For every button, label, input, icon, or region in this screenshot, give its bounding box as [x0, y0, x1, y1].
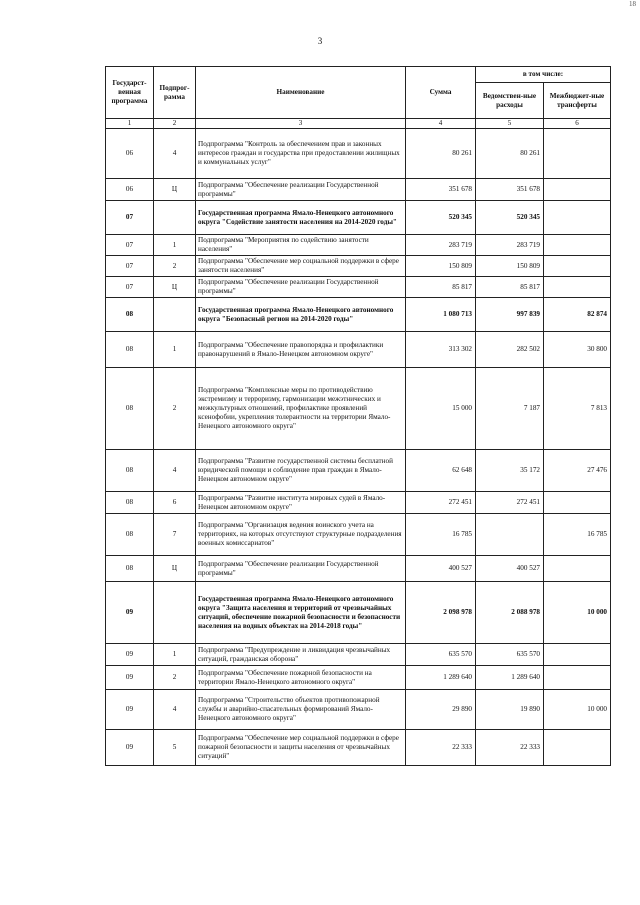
program-code-cell: 07	[106, 256, 154, 277]
sum-cell: 283 719	[406, 235, 476, 256]
interbudget-cell	[544, 129, 611, 179]
interbudget-cell: 27 476	[544, 450, 611, 492]
subprogram-code-cell: Ц	[154, 179, 196, 201]
name-cell: Государственная программа Ямало-Ненецкого автономного округа "Содействие занятости населения на 2014-2020 годы"	[196, 201, 406, 235]
table-row	[106, 514, 611, 556]
header-name: Наименование	[196, 67, 406, 119]
table-row	[106, 201, 611, 235]
interbudget-cell: 16 785	[544, 514, 611, 556]
corner-mark: 18	[629, 0, 636, 8]
subprogram-code-cell	[154, 298, 196, 332]
sum-cell: 2 098 978	[406, 582, 476, 644]
subprogram-code-cell: 1	[154, 644, 196, 666]
interbudget-cell	[544, 277, 611, 298]
col-number: 6	[544, 119, 611, 129]
subprogram-code-cell: Ц	[154, 556, 196, 582]
header-gp: Государст-венная программа	[106, 67, 154, 119]
name-cell: Подпрограмма "Развитие государственной системы бесплатной юридической помощи и соблюдение прав граждан в Ямало-Ненецком автономном округе"	[196, 450, 406, 492]
subprogram-code-cell: 6	[154, 492, 196, 514]
header-pp: Подпрог-рамма	[154, 67, 196, 119]
sum-cell: 80 261	[406, 129, 476, 179]
program-code-cell: 09	[106, 666, 154, 690]
departmental-cell: 1 289 640	[476, 666, 544, 690]
interbudget-cell	[544, 644, 611, 666]
departmental-cell	[476, 514, 544, 556]
table-row	[106, 298, 611, 332]
subprogram-code-cell: 1	[154, 332, 196, 368]
interbudget-cell: 30 800	[544, 332, 611, 368]
subprogram-code-cell: 5	[154, 730, 196, 766]
table-row	[106, 556, 611, 582]
name-cell: Подпрограмма "Обеспечение правопорядка и профилактики правонарушений в Ямало-Ненецком автономном округе"	[196, 332, 406, 368]
departmental-cell: 520 345	[476, 201, 544, 235]
subprogram-code-cell: 4	[154, 129, 196, 179]
program-code-cell: 08	[106, 332, 154, 368]
col-number: 1	[106, 119, 154, 129]
table-row	[106, 450, 611, 492]
table-row	[106, 179, 611, 201]
subprogram-code-cell	[154, 201, 196, 235]
name-cell: Подпрограмма "Предупреждение и ликвидация чрезвычайных ситуаций, гражданская оборона"	[196, 644, 406, 666]
departmental-cell: 85 817	[476, 277, 544, 298]
program-code-cell: 08	[106, 450, 154, 492]
program-code-cell: 09	[106, 730, 154, 766]
name-cell: Подпрограмма "Обеспечение реализации Государственной программы"	[196, 179, 406, 201]
sum-cell: 29 890	[406, 690, 476, 730]
program-code-cell: 09	[106, 644, 154, 666]
column-number-row	[106, 119, 611, 129]
interbudget-cell	[544, 556, 611, 582]
name-cell: Подпрограмма "Обеспечение реализации Государственной программы"	[196, 277, 406, 298]
name-cell: Подпрограмма "Обеспечение мер социальной поддержки в сфере пожарной безопасности и защиты населения от чрезвычайных ситуаций"	[196, 730, 406, 766]
program-code-cell: 08	[106, 298, 154, 332]
name-cell: Подпрограмма "Обеспечение пожарной безопасности на территории Ямало-Ненецкого автономного округа"	[196, 666, 406, 690]
interbudget-cell	[544, 179, 611, 201]
sum-cell: 150 809	[406, 256, 476, 277]
name-cell: Подпрограмма "Обеспечение реализации Государственной программы"	[196, 556, 406, 582]
subprogram-code-cell: 2	[154, 256, 196, 277]
interbudget-cell: 82 874	[544, 298, 611, 332]
name-cell: Подпрограмма "Организация ведения воинского учета на территориях, на которых отсутствуют структурные подразделения военных комиссариатов"	[196, 514, 406, 556]
departmental-cell: 635 570	[476, 644, 544, 666]
table-row	[106, 256, 611, 277]
sum-cell: 1 289 640	[406, 666, 476, 690]
table-row	[106, 582, 611, 644]
table-row	[106, 666, 611, 690]
interbudget-cell: 10 000	[544, 582, 611, 644]
departmental-cell: 22 333	[476, 730, 544, 766]
interbudget-cell	[544, 235, 611, 256]
col-number: 2	[154, 119, 196, 129]
sum-cell: 313 302	[406, 332, 476, 368]
program-code-cell: 07	[106, 201, 154, 235]
subprogram-code-cell	[154, 582, 196, 644]
sum-cell: 351 678	[406, 179, 476, 201]
sum-cell: 16 785	[406, 514, 476, 556]
name-cell: Подпрограмма "Контроль за обеспечением прав и законных интересов граждан и государства при предоставлении жилищных и коммунальных услуг"	[196, 129, 406, 179]
program-code-cell: 08	[106, 368, 154, 450]
departmental-cell: 997 839	[476, 298, 544, 332]
interbudget-cell	[544, 666, 611, 690]
header-departmental: Ведомствен-ные расходы	[476, 83, 544, 119]
interbudget-cell: 10 000	[544, 690, 611, 730]
table-row	[106, 129, 611, 179]
program-code-cell: 06	[106, 129, 154, 179]
table-row	[106, 492, 611, 514]
interbudget-cell: 7 813	[544, 368, 611, 450]
page-number: 3	[317, 36, 323, 46]
sum-cell: 85 817	[406, 277, 476, 298]
subprogram-code-cell: 4	[154, 690, 196, 730]
name-cell: Подпрограмма "Мероприятия по содействию занятости населения"	[196, 235, 406, 256]
sum-cell: 400 527	[406, 556, 476, 582]
interbudget-cell	[544, 730, 611, 766]
table-row	[106, 235, 611, 256]
departmental-cell: 150 809	[476, 256, 544, 277]
sum-cell: 520 345	[406, 201, 476, 235]
departmental-cell: 351 678	[476, 179, 544, 201]
departmental-cell: 80 261	[476, 129, 544, 179]
departmental-cell: 19 890	[476, 690, 544, 730]
subprogram-code-cell: 7	[154, 514, 196, 556]
col-number: 5	[476, 119, 544, 129]
name-cell: Подпрограмма "Строительство объектов противопожарной службы и аварийно-спасательных формирований Ямало-Ненецкого автономного округа"	[196, 690, 406, 730]
departmental-cell: 272 451	[476, 492, 544, 514]
header-including: в том числе:	[476, 67, 611, 83]
sum-cell: 62 648	[406, 450, 476, 492]
program-code-cell: 08	[106, 556, 154, 582]
name-cell: Подпрограмма "Комплексные меры по противодействию экстремизму и терроризму, гармонизации межэтнических и межкультурных отношений, профилактике проявлений ксенофобии, укрепления толерантности на территории Ямало-Ненецкого автономного округа"	[196, 368, 406, 450]
name-cell: Государственная программа Ямало-Ненецкого автономного округа "Защита населения и территорий от чрезвычайных ситуаций, обеспечение пожарной безопасности и безопасности населения на водных объектах на 2014-2018 годы"	[196, 582, 406, 644]
departmental-cell: 35 172	[476, 450, 544, 492]
subprogram-code-cell: Ц	[154, 277, 196, 298]
table-row	[106, 277, 611, 298]
table-row	[106, 644, 611, 666]
table-row	[106, 368, 611, 450]
sum-cell: 1 080 713	[406, 298, 476, 332]
subprogram-code-cell: 2	[154, 368, 196, 450]
subprogram-code-cell: 2	[154, 666, 196, 690]
budget-table	[105, 66, 611, 766]
departmental-cell: 2 088 978	[476, 582, 544, 644]
program-code-cell: 09	[106, 690, 154, 730]
col-number: 4	[406, 119, 476, 129]
program-code-cell: 08	[106, 514, 154, 556]
program-code-cell: 07	[106, 277, 154, 298]
table-row	[106, 730, 611, 766]
sum-cell: 272 451	[406, 492, 476, 514]
interbudget-cell	[544, 201, 611, 235]
departmental-cell: 7 187	[476, 368, 544, 450]
table-row	[106, 690, 611, 730]
program-code-cell: 06	[106, 179, 154, 201]
header-interbudget: Межбюджет-ные трансферты	[544, 83, 611, 119]
table-row	[106, 332, 611, 368]
interbudget-cell	[544, 492, 611, 514]
sum-cell: 15 000	[406, 368, 476, 450]
subprogram-code-cell: 1	[154, 235, 196, 256]
program-code-cell: 08	[106, 492, 154, 514]
name-cell: Подпрограмма "Развитие института мировых судей в Ямало-Ненецком автономном округе"	[196, 492, 406, 514]
name-cell: Государственная программа Ямало-Ненецкого автономного округа "Безопасный регион на 2014-2020 годы"	[196, 298, 406, 332]
sum-cell: 22 333	[406, 730, 476, 766]
sum-cell: 635 570	[406, 644, 476, 666]
program-code-cell: 07	[106, 235, 154, 256]
name-cell: Подпрограмма "Обеспечение мер социальной поддержки в сфере занятости населения"	[196, 256, 406, 277]
interbudget-cell	[544, 256, 611, 277]
header-sum: Сумма	[406, 67, 476, 119]
col-number: 3	[196, 119, 406, 129]
departmental-cell: 400 527	[476, 556, 544, 582]
table-body	[106, 129, 611, 766]
departmental-cell: 282 502	[476, 332, 544, 368]
program-code-cell: 09	[106, 582, 154, 644]
subprogram-code-cell: 4	[154, 450, 196, 492]
departmental-cell: 283 719	[476, 235, 544, 256]
